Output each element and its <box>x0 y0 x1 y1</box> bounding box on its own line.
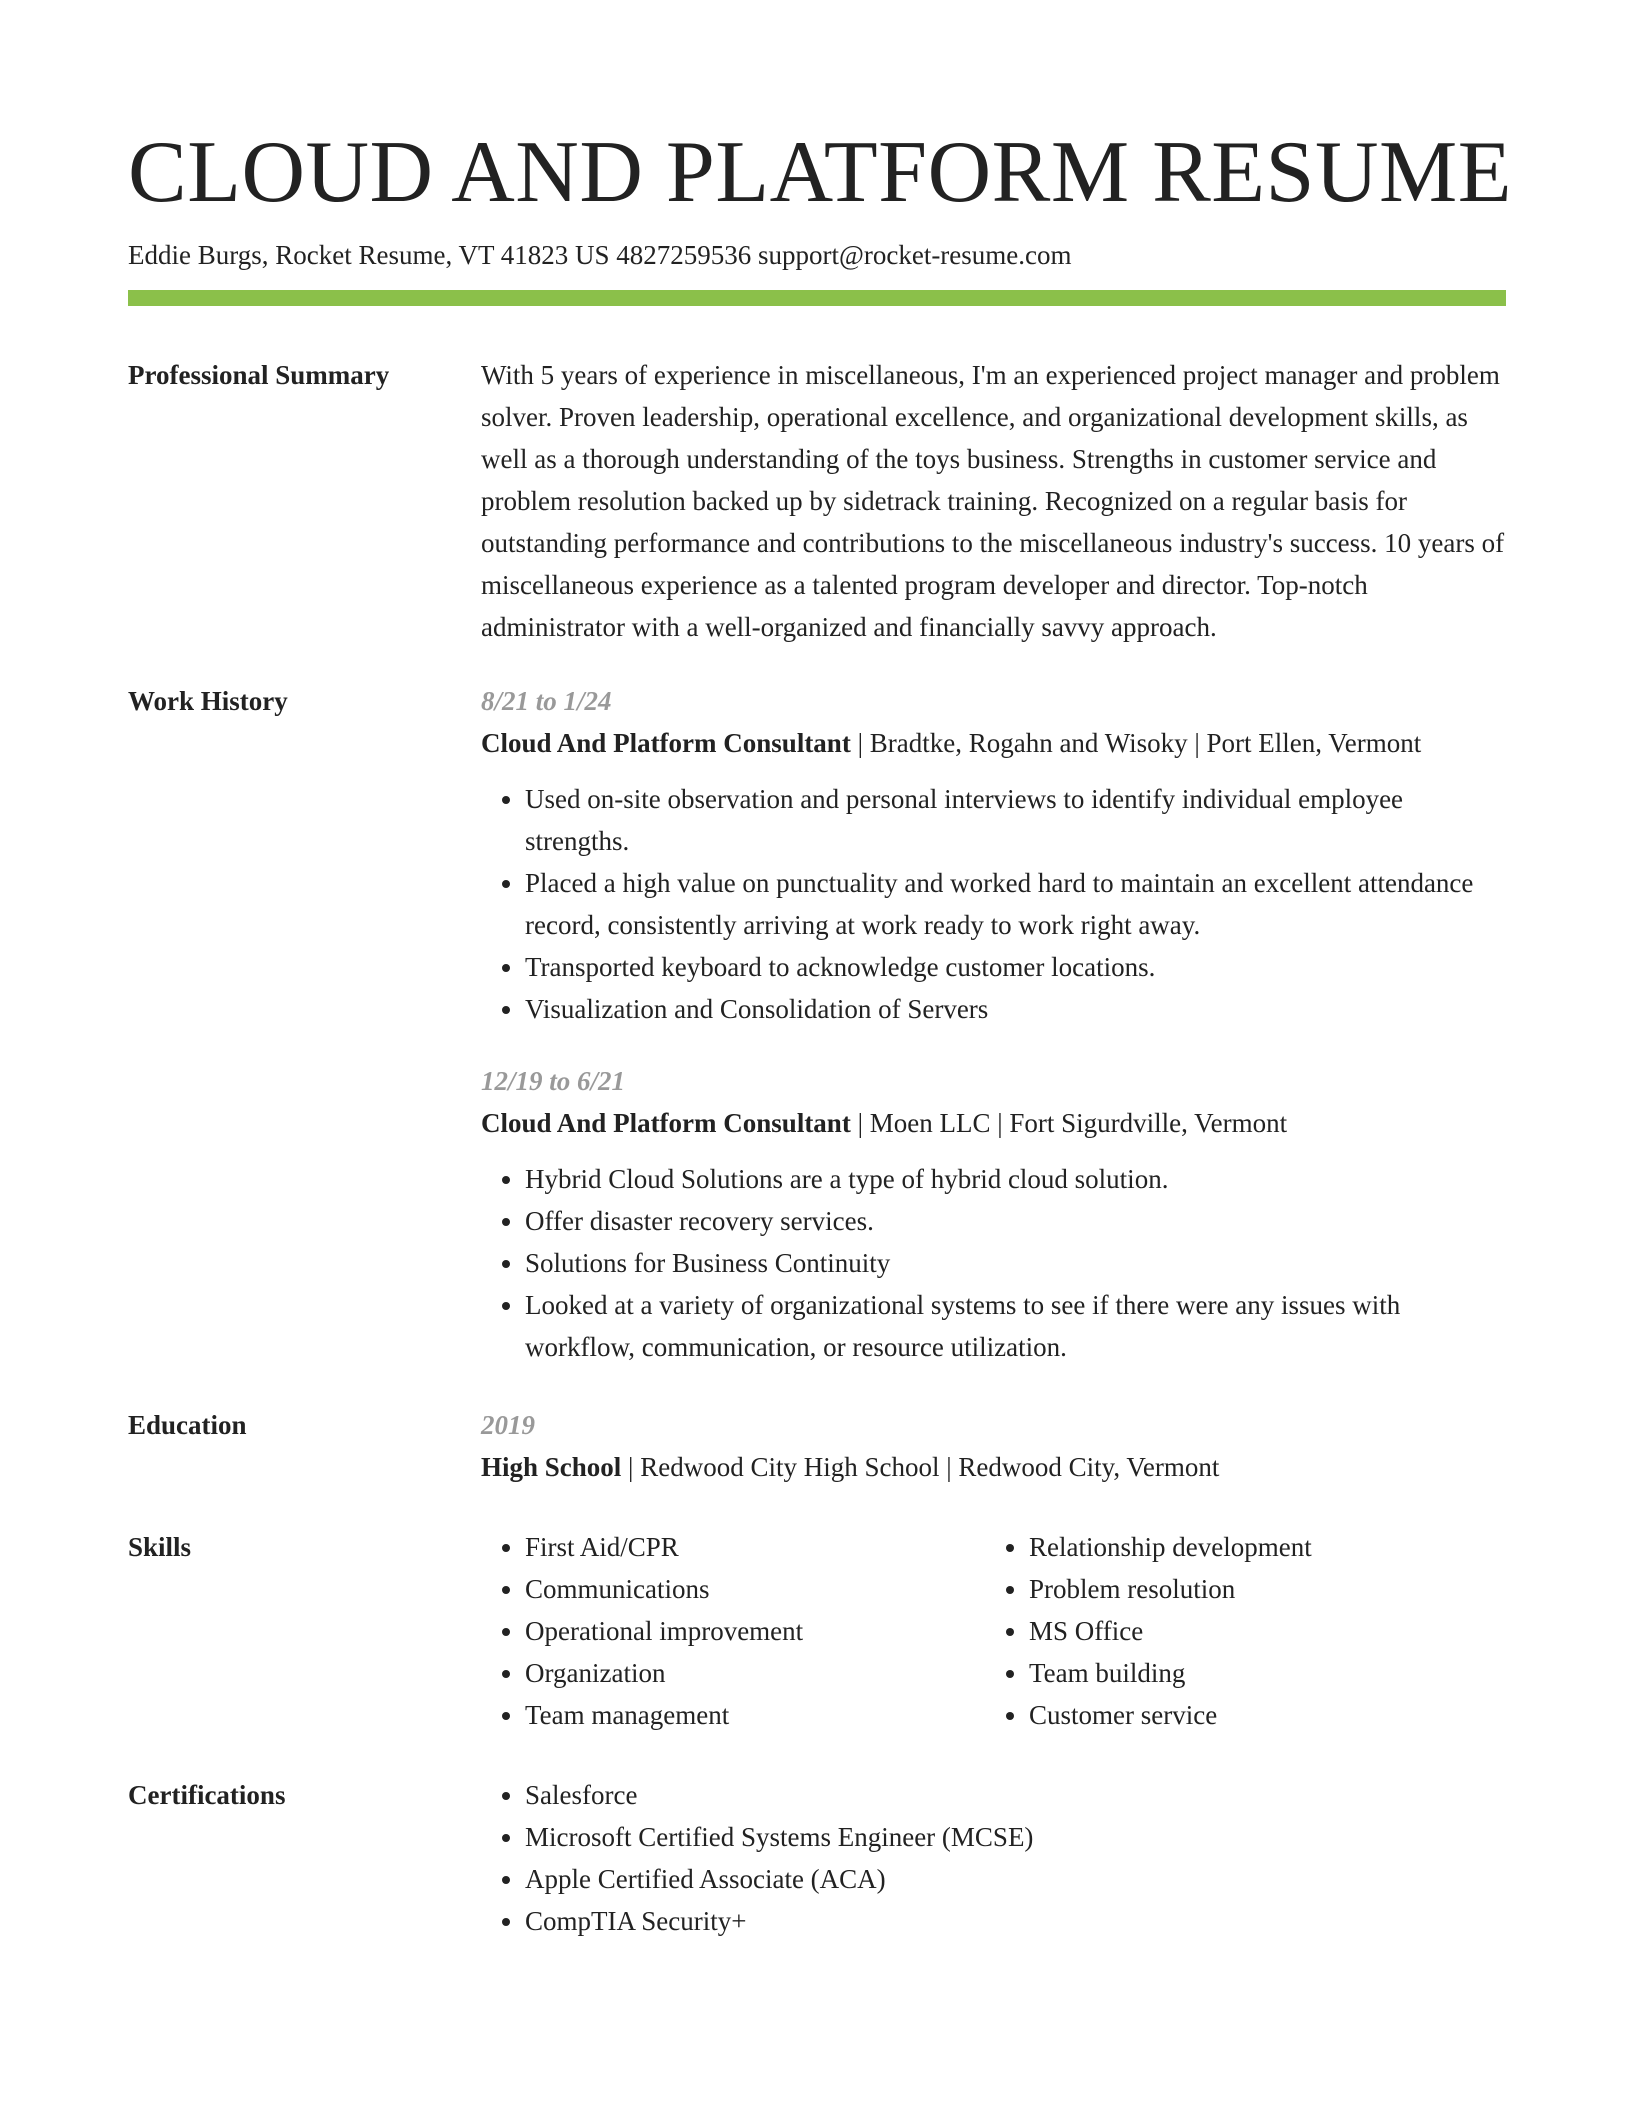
certification-item: • CompTIA Security+ <box>525 1900 1506 1942</box>
job-bullet: • Hybrid Cloud Solutions are a type of hybrid cloud solution. <box>525 1158 1506 1200</box>
section-label-skills: Skills <box>128 1532 192 1562</box>
job-bullet: • Visualization and Consolidation of Servers <box>525 988 1506 1030</box>
job-bullets <box>481 778 1506 1030</box>
section-label-summary: Professional Summary <box>128 360 390 390</box>
education-section <box>128 1410 1506 1488</box>
resume-page <box>128 118 1513 1942</box>
education-content <box>481 1410 1506 1488</box>
certification-item: • Salesforce <box>525 1774 1506 1816</box>
summary-section <box>128 360 1506 648</box>
job-bullets <box>481 1158 1506 1368</box>
education-details: | Redwood City High School | Redwood City, Vermont <box>621 1452 1220 1482</box>
certifications-content <box>481 1780 1506 1942</box>
skill-item: • Problem resolution <box>1029 1568 1489 1610</box>
skill-item: • Organization <box>525 1652 985 1694</box>
section-label-education: Education <box>128 1410 247 1440</box>
job-bullet: • Looked at a variety of organizational systems to see if there were any issues with workflow, communication, or resource utilization. <box>525 1284 1506 1368</box>
education-line <box>481 1446 1506 1488</box>
skill-item: • Team building <box>1029 1652 1489 1694</box>
accent-divider <box>128 290 1506 306</box>
skill-item: • Team management <box>525 1694 985 1736</box>
certification-item: • Microsoft Certified Systems Engineer (MCSE) <box>525 1816 1506 1858</box>
work-history-section <box>128 686 1506 1368</box>
education-degree: High School <box>481 1452 622 1482</box>
work-history-content <box>481 686 1506 1368</box>
job-details: | Moen LLC | Fort Sigurdville, Vermont <box>850 1108 1288 1138</box>
job-title-line <box>481 722 1506 764</box>
skills-section <box>128 1532 1506 1736</box>
job-entry <box>481 680 1506 1030</box>
job-date: 8/21 to 1/24 <box>481 686 612 716</box>
summary-content <box>481 360 1506 648</box>
job-details: | Bradtke, Rogahn and Wisoky | Port Ellen, Vermont <box>850 728 1422 758</box>
job-entry <box>481 1060 1506 1368</box>
certifications-section <box>128 1780 1506 1942</box>
skills-list-left <box>481 1526 985 1736</box>
resume-title: CLOUD AND PLATFORM RESUME <box>128 124 1513 221</box>
job-date: 12/19 to 6/21 <box>481 1066 626 1096</box>
skills-content <box>481 1532 1506 1736</box>
skill-item: • Communications <box>525 1568 985 1610</box>
certification-item: • Apple Certified Associate (ACA) <box>525 1858 1506 1900</box>
summary-text: With 5 years of experience in miscellaneous, I'm an experienced project manager and problem solver. Proven leadership, operational excellence, and organizational development skills, as well as a thorough understanding of the toys business. Strengths in customer service and problem resolution backed up by sidetrack training. Recognized on a regular basis for outstanding performance and contributions to the miscellaneous industry's success. 10 years of miscellaneous experience as a talented program developer and director. Top-notch administrator with a well-organized and financially savvy approach. <box>481 360 1505 642</box>
job-role: Cloud And Platform Consultant <box>481 1108 851 1138</box>
contact-line: Eddie Burgs, Rocket Resume, VT 41823 US 4827259536 support@rocket-resume.com <box>128 240 1072 270</box>
job-bullet: • Solutions for Business Continuity <box>525 1242 1506 1284</box>
skill-item: • Relationship development <box>1029 1526 1489 1568</box>
job-bullet: • Offer disaster recovery services. <box>525 1200 1506 1242</box>
skill-item: • Customer service <box>1029 1694 1489 1736</box>
skill-item: • First Aid/CPR <box>525 1526 985 1568</box>
education-date: 2019 <box>481 1410 535 1440</box>
job-bullet: • Used on-site observation and personal interviews to identify individual employee strengths. <box>525 778 1506 862</box>
skills-list-right <box>985 1526 1489 1736</box>
skills-grid <box>481 1526 1506 1736</box>
job-role: Cloud And Platform Consultant <box>481 728 851 758</box>
certifications-list <box>481 1774 1506 1942</box>
skill-item: • Operational improvement <box>525 1610 985 1652</box>
job-title-line <box>481 1102 1506 1144</box>
section-label-certifications: Certifications <box>128 1780 286 1810</box>
job-bullet: • Transported keyboard to acknowledge customer locations. <box>525 946 1506 988</box>
section-label-work-history: Work History <box>128 686 288 716</box>
job-bullet: • Placed a high value on punctuality and worked hard to maintain an excellent attendance record, consistently arriving at work ready to work right away. <box>525 862 1506 946</box>
skill-item: • MS Office <box>1029 1610 1489 1652</box>
